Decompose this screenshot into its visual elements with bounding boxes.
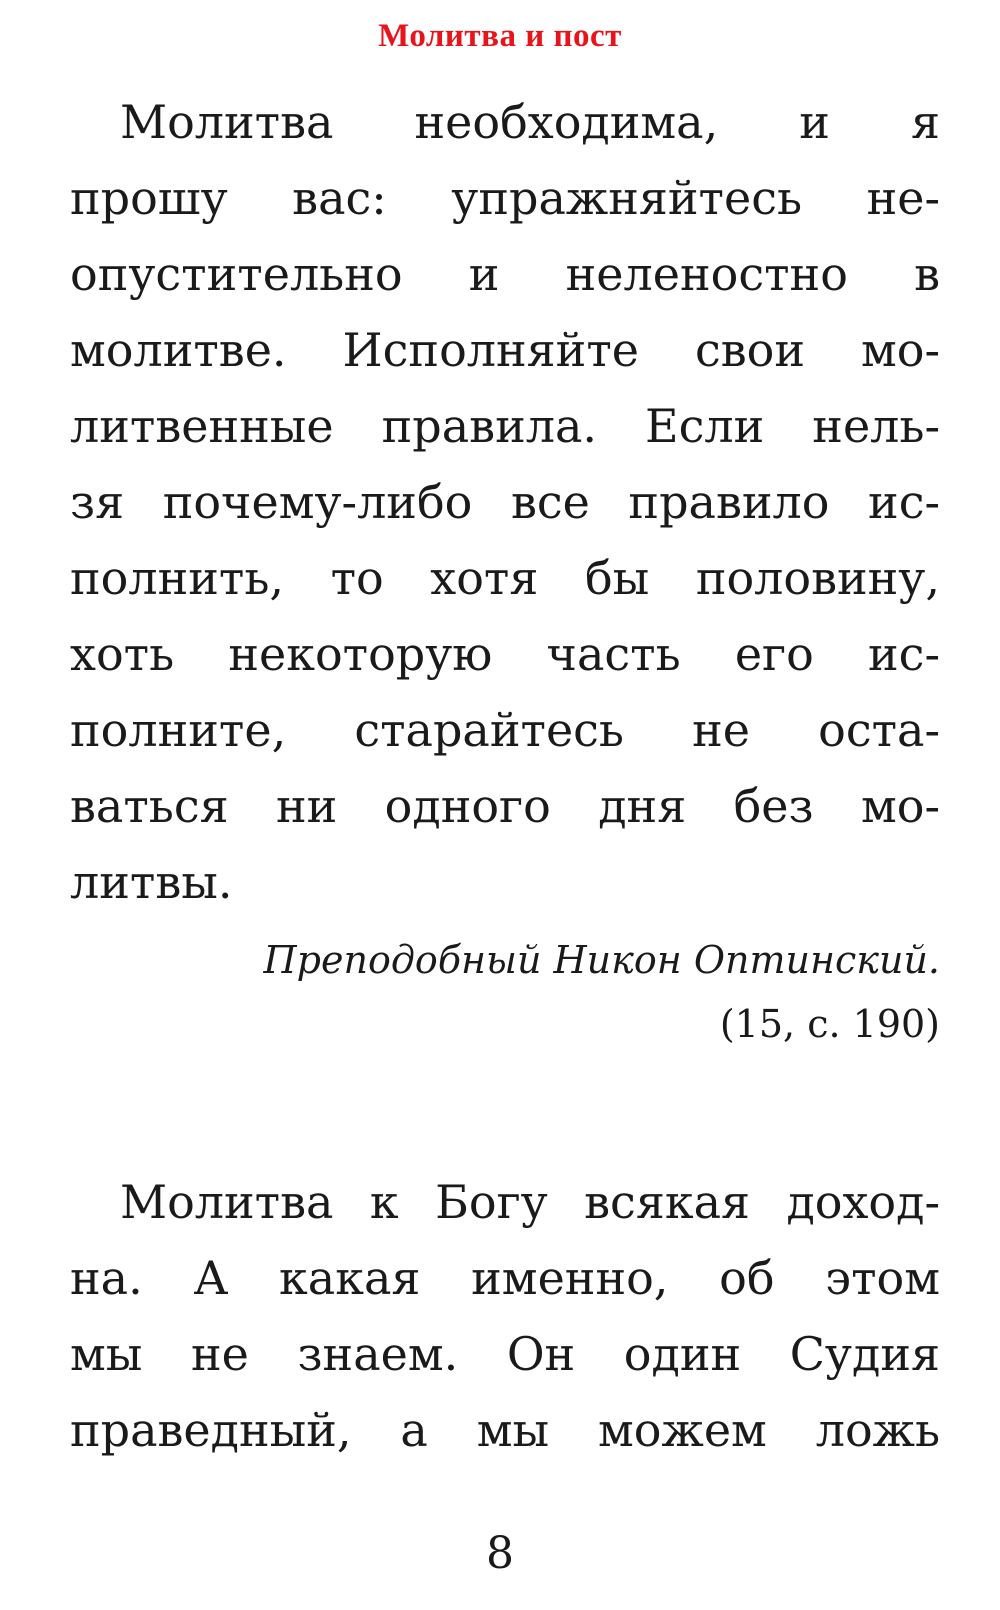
paragraph-line: на. А какая именно, об этом [70, 1251, 940, 1305]
paragraph-line: прошу вас: упражняйтесь не- [70, 171, 940, 225]
paragraph-line: литвы. [70, 855, 233, 909]
quote-attribution [70, 928, 940, 1056]
attribution-reference: (15, с. 190) [719, 1002, 940, 1046]
paragraph-line: Молитва к Богу всякая доход- [120, 1175, 940, 1229]
paragraph-line: полнить, то хотя бы половину, [70, 551, 940, 605]
paragraph-line: хоть некоторую часть его ис- [70, 627, 940, 681]
paragraph-prayer-to-god [70, 1164, 940, 1468]
paragraph-line: молитве. Исполняйте свои мо- [70, 323, 940, 377]
paragraph-line: праведный, а мы можем ложь [70, 1403, 940, 1457]
paragraph-line: мы не знаем. Он один Судия [70, 1327, 940, 1381]
running-head: Молитва и пост [378, 18, 622, 54]
paragraph-line: ваться ни одного дня без мо- [70, 779, 940, 833]
paragraph-prayer-necessary [70, 84, 940, 920]
paragraph-line: опустительно и неленостно в [70, 247, 940, 301]
paragraph-line: полните, старайтесь не оста- [70, 703, 940, 757]
paragraph-line: зя почему-либо все правило ис- [70, 475, 940, 529]
attribution-author: Преподобный Никон Оптинский. [263, 938, 940, 982]
page-number: 8 [486, 1528, 514, 1579]
paragraph-line: Молитва необходима, и я [120, 95, 940, 149]
paragraph-line: литвенные правила. Если нель- [70, 399, 940, 453]
